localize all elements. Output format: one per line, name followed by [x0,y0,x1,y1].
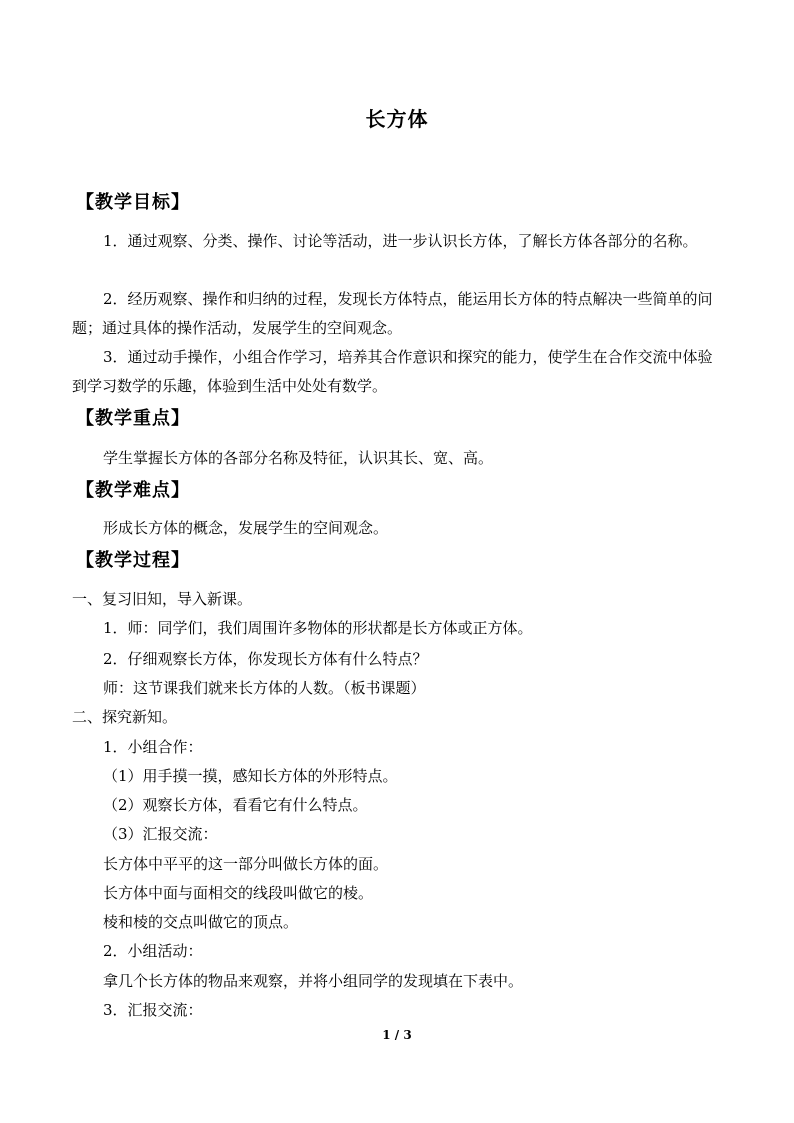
process-part1-line: 1．师：同学们，我们周围许多物体的形状都是长方体或正方体。 [103,619,533,637]
process-part2-line: 2．小组活动： [103,942,203,960]
difficulties-text: 形成长方体的概念，发展学生的空间观念。 [103,519,389,537]
process-part1-title: 一、复习旧知，导入新课。 [72,590,253,608]
goals-heading: 【教学目标】 [76,192,190,213]
process-part2-line: 1．小组合作： [103,738,203,756]
process-part2-line: 拿几个长方体的物品来观察，并将小组同学的发现填在下表中。 [103,972,524,990]
process-part1-line: 2．仔细观察长方体，你发现长方体有什么特点？ [103,650,428,668]
goal-item-2: 2．经历观察、操作和归纳的过程，发现长方体特点，能运用长方体的特点解决一些简单的问题；通过具体的操作活动，发展学生的空间观念。 [72,290,713,337]
difficulties-heading: 【教学难点】 [76,480,190,501]
process-part2-title: 二、探究新知。 [72,708,178,726]
process-part2-line: 长方体中面与面相交的线段叫做它的棱。 [103,884,374,902]
process-part2-line: 棱和棱的交点叫做它的顶点。 [103,913,299,931]
goal-item-3: 3．通过动手操作，小组合作学习，培养其合作意识和探究的能力，使学生在合作交流中体验到学习数学的乐趣，体验到生活中处处有数学。 [72,348,713,395]
process-part2-line: （2）观察长方体，看看它有什么特点。 [103,796,368,814]
page-number: 1 / 3 [382,1028,412,1042]
page-title: 长方体 [365,107,429,131]
process-part2-line: 3．汇报交流： [103,1001,203,1019]
goal-item-1: 1．通过观察、分类、操作、讨论等活动，进一步认识长方体，了解长方体各部分的名称。 [103,232,698,250]
process-part1-line: 师：这节课我们就来长方体的人数。（板书课题） [103,679,426,697]
process-part2-line: 长方体中平平的这一部分叫做长方体的面。 [103,855,389,873]
process-part2-line: （3）汇报交流： [103,825,218,843]
key-points-text: 学生掌握长方体的各部分名称及特征，认识其长、宽、高。 [103,449,494,467]
process-part2-line: （1）用手摸一摸，感知长方体的外形特点。 [103,767,398,785]
process-heading: 【教学过程】 [76,550,190,571]
key-points-heading: 【教学重点】 [76,408,190,429]
